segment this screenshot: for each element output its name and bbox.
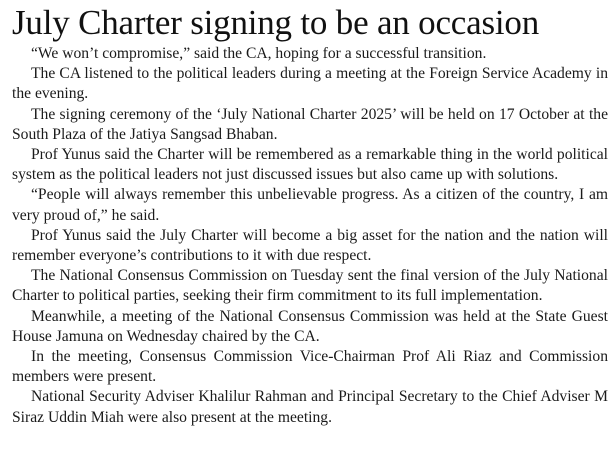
- article-paragraph: “People will always remember this unbelievable progress. As a citizen of the country, I am very proud of,” he said.: [12, 186, 608, 224]
- article-headline: July Charter signing to be an occasion: [12, 3, 540, 42]
- article-paragraph: “We won’t compromise,” said the CA, hoping for a successful transition.: [31, 45, 487, 62]
- article-paragraph: The CA listened to the political leaders during a meeting at the Foreign Service Academy in the evening.: [12, 65, 608, 103]
- article-paragraph: Meanwhile, a meeting of the National Consensus Commission was held at the State Guest House Jamuna on Wednesday chaired by the CA.: [12, 307, 608, 345]
- article-paragraph: National Security Adviser Khalilur Rahman and Principal Secretary to the Chief Adviser M Siraz Uddin Miah were also present at the meeting.: [12, 388, 608, 426]
- article-paragraph: Prof Yunus said the July Charter will become a big asset for the nation and the nation will remember everyone’s contributions to it with due respect.: [12, 226, 608, 265]
- article-body: [12, 44, 608, 428]
- article-paragraph: The signing ceremony of the ‘July National Charter 2025’ will be held on 17 October at the South Plaza of the Jatiya Sangsad Bhaban.: [12, 105, 608, 143]
- article-paragraph: The National Consensus Commission on Tuesday sent the final version of the July National Charter to political parties, seeking their firm commitment to its full implementation.: [12, 267, 608, 305]
- article-paragraph: Prof Yunus said the Charter will be remembered as a remarkable thing in the world political system as the political leaders not just discussed issues but also came up with solutions.: [12, 146, 608, 184]
- article-paragraph: In the meeting, Consensus Commission Vice-Chairman Prof Ali Riaz and Commission members were present.: [12, 348, 608, 386]
